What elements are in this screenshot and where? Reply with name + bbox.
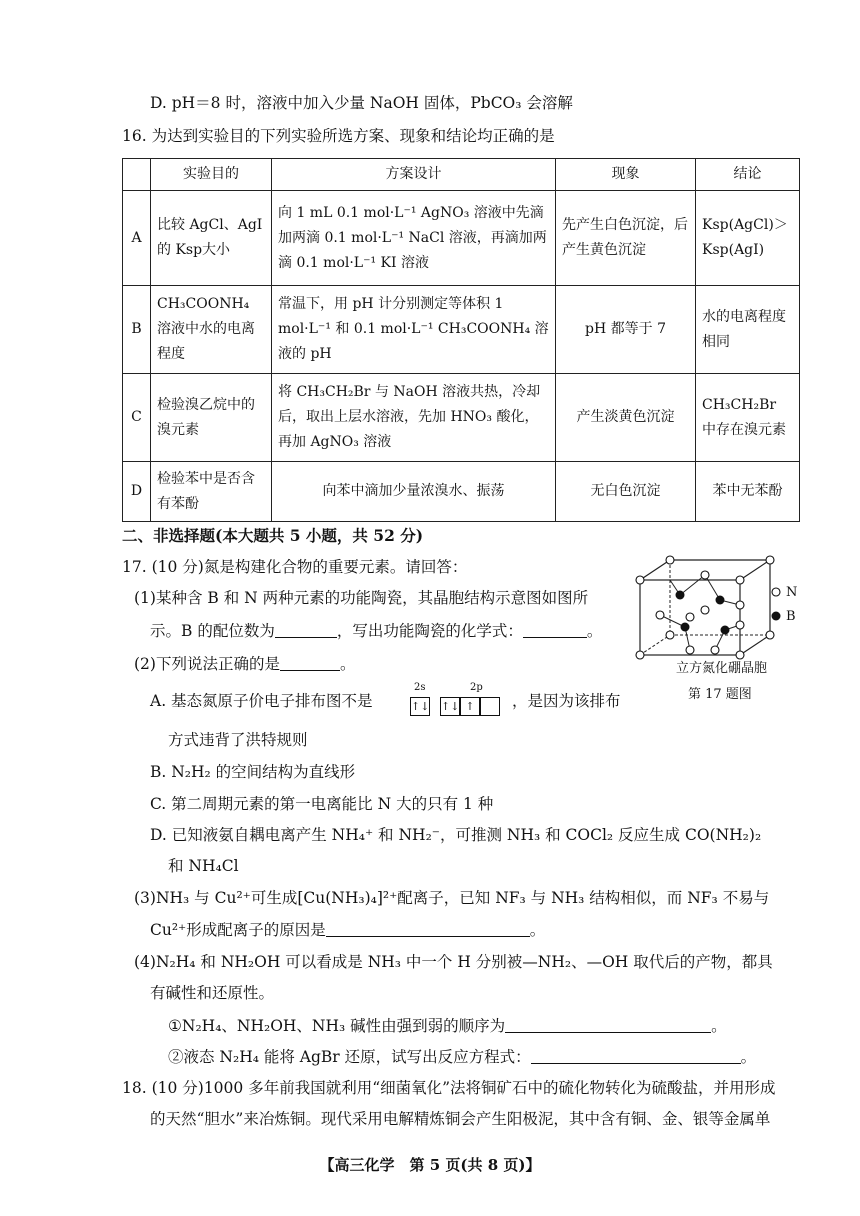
row-phenomenon: 先产生白色沉淀，后产生黄色沉淀 [556,191,696,286]
table-row [123,462,800,522]
row-phenomenon: 无白色沉淀 [556,462,696,522]
row-purpose: 比较 AgCl、AgI 的 Ksp大小 [151,191,272,286]
crystal-cell-figure [630,555,810,665]
orbital-2p-label: 2p [470,682,483,693]
q17-part4-line2: 有碱性和还原性。 [150,984,275,1002]
q18-stem-line2: 的天然“胆水”来冶炼铜。现代采用电解精炼铜会产生阳极泥，其中含有铜、金、银等金属单 [150,1110,771,1128]
row-design: 将 CH₃CH₂Br 与 NaOH 溶液共热，冷却后，取出上层水溶液，先加 HNO₃ 酸化，再加 AgNO₃ 溶液 [272,374,556,462]
row-purpose: CH₃COONH₄ 溶液中水的电离程度 [151,286,272,374]
row-option: C [123,374,151,462]
header-option [123,159,151,191]
q17-part3-line1: (3)NH₃ 与 Cu²⁺可生成[Cu(NH₃)₄]²⁺配离子，已知 NF₃ 与 NH₃ 结构相似，而 NF₃ 不易与 [134,889,770,907]
legend-b-label: B [786,609,796,624]
q17-option-a-post: ，是因为该排布 [512,692,621,710]
section-heading: 二、非选择题(本大题共 5 小题，共 52 分) [122,526,424,545]
q17-part4-line1: (4)N₂H₄ 和 NH₂OH 可以看成是 NH₃ 中一个 H 分别被—NH₂、—OH 取代后的产物，都具 [134,953,773,971]
experiment-table [122,158,800,522]
row-option: D [123,462,151,522]
row-purpose: 检验苯中是否含有苯酚 [151,462,272,522]
q17-part3-text: Cu²⁺形成配离子的原因是 [150,921,326,939]
q17-part4-sub2-text: ②液态 N₂H₄ 能将 AgBr 还原，试写出反应方程式： [168,1048,531,1066]
table-header-row [123,159,800,191]
q17-part3-end: 。 [529,921,546,939]
q17-part2-text: (2)下列说法正确的是 [134,655,280,673]
q17-option-d-cont: 和 NH₄Cl [168,857,239,875]
orbital-2s-label: 2s [414,682,426,693]
answer-blank[interactable] [505,1018,711,1033]
table-row [123,286,800,374]
header-phenomenon: 现象 [556,159,696,191]
q17-option-c: C. 第二周期元素的第一电离能比 N 大的只有 1 种 [150,795,494,813]
header-conclusion: 结论 [696,159,800,191]
q17-part4-sub1-end: 。 [711,1017,727,1035]
page-footer: 【高三化学 第 5 页(共 8 页)】 [319,1156,541,1174]
q17-part2 [134,656,355,673]
orbital-2p-box [480,697,500,716]
q17-part4-sub1-text: ①N₂H₄、NH₂OH、NH₃ 碱性由强到弱的顺序为 [168,1017,506,1035]
q17-part4-sub1 [168,1018,727,1035]
q17-part1-text2: ，写出功能陶瓷的化学式： [336,622,523,640]
q17-option-a-cont: 方式违背了洪特规则 [168,731,308,749]
q17-part1-text: 示。B 的配位数为 [150,622,275,640]
q17-option-d: D. 已知液氨自耦电离产生 NH₄⁺ 和 NH₂⁻，可推测 NH₃ 和 COCl₂ 反应生成 CO(NH₂)₂ [150,826,762,844]
q16-stem: 16. 为达到实验目的下列实验所选方案、现象和结论均正确的是 [122,127,555,145]
figure-label: 第 17 题图 [688,687,752,702]
answer-blank[interactable] [523,623,587,638]
row-design: 常温下，用 pH 计分别测定等体积 1 mol·L⁻¹ 和 0.1 mol·L⁻¹ CH₃COONH₄ 溶液的 pH [272,286,556,374]
q17-stem: 17. (10 分)氮是构建化合物的重要元素。请回答： [122,558,468,576]
row-purpose: 检验溴乙烷中的溴元素 [151,374,272,462]
row-phenomenon: 产生淡黄色沉淀 [556,374,696,462]
q17-option-a-pre: A. 基态氮原子价电子排布图不是 [150,692,373,710]
q17-option-b: B. N₂H₂ 的空间结构为直线形 [150,763,356,781]
table-row [123,191,800,286]
q17-part1-line2 [150,623,602,640]
figure-caption: 立方氮化硼晶胞 [676,661,768,676]
row-conclusion: 水的电离程度相同 [696,286,800,374]
header-purpose: 实验目的 [151,159,272,191]
orbital-2s-box: ↑↓ [410,697,430,716]
row-phenomenon: pH 都等于 7 [556,286,696,374]
answer-blank[interactable] [275,623,337,638]
row-conclusion: CH₃CH₂Br 中存在溴元素 [696,374,800,462]
row-design: 向苯中滴加少量浓溴水、振荡 [272,462,556,522]
q17-part1-end: 。 [586,622,603,640]
q18-stem-line1: 18. (10 分)1000 多年前我国就利用“细菌氧化”法将铜矿石中的硫化物转化为硫酸盐，并用形成 [122,1079,776,1097]
q17-part4-sub2-end: 。 [740,1048,757,1066]
q17-part3-line2 [150,922,545,939]
row-conclusion: Ksp(AgCl)＞Ksp(AgI) [696,191,800,286]
legend-n-label: N [786,585,798,600]
header-design: 方案设计 [272,159,556,191]
answer-blank[interactable] [531,1049,741,1064]
row-design: 向 1 mL 0.1 mol·L⁻¹ AgNO₃ 溶液中先滴加两滴 0.1 mol·L⁻¹ NaCl 溶液，再滴加两滴 0.1 mol·L⁻¹ KI 溶液 [272,191,556,286]
row-option: B [123,286,151,374]
table-row [123,374,800,462]
orbital-2p-box: ↑ [460,697,480,716]
orbital-2p-box: ↑↓ [440,697,460,716]
row-conclusion: 苯中无苯酚 [696,462,800,522]
row-option: A [123,191,151,286]
q17-part2-end: 。 [339,655,356,673]
q17-part1-line1: (1)某种含 B 和 N 两种元素的功能陶瓷，其晶胞结构示意图如图所 [134,589,589,607]
answer-blank[interactable] [280,656,340,671]
q17-part4-sub2 [168,1049,756,1066]
answer-blank[interactable] [326,922,530,937]
q15-option-d: D. pH＝8 时，溶液中加入少量 NaOH 固体，PbCO₃ 会溶解 [150,94,573,112]
